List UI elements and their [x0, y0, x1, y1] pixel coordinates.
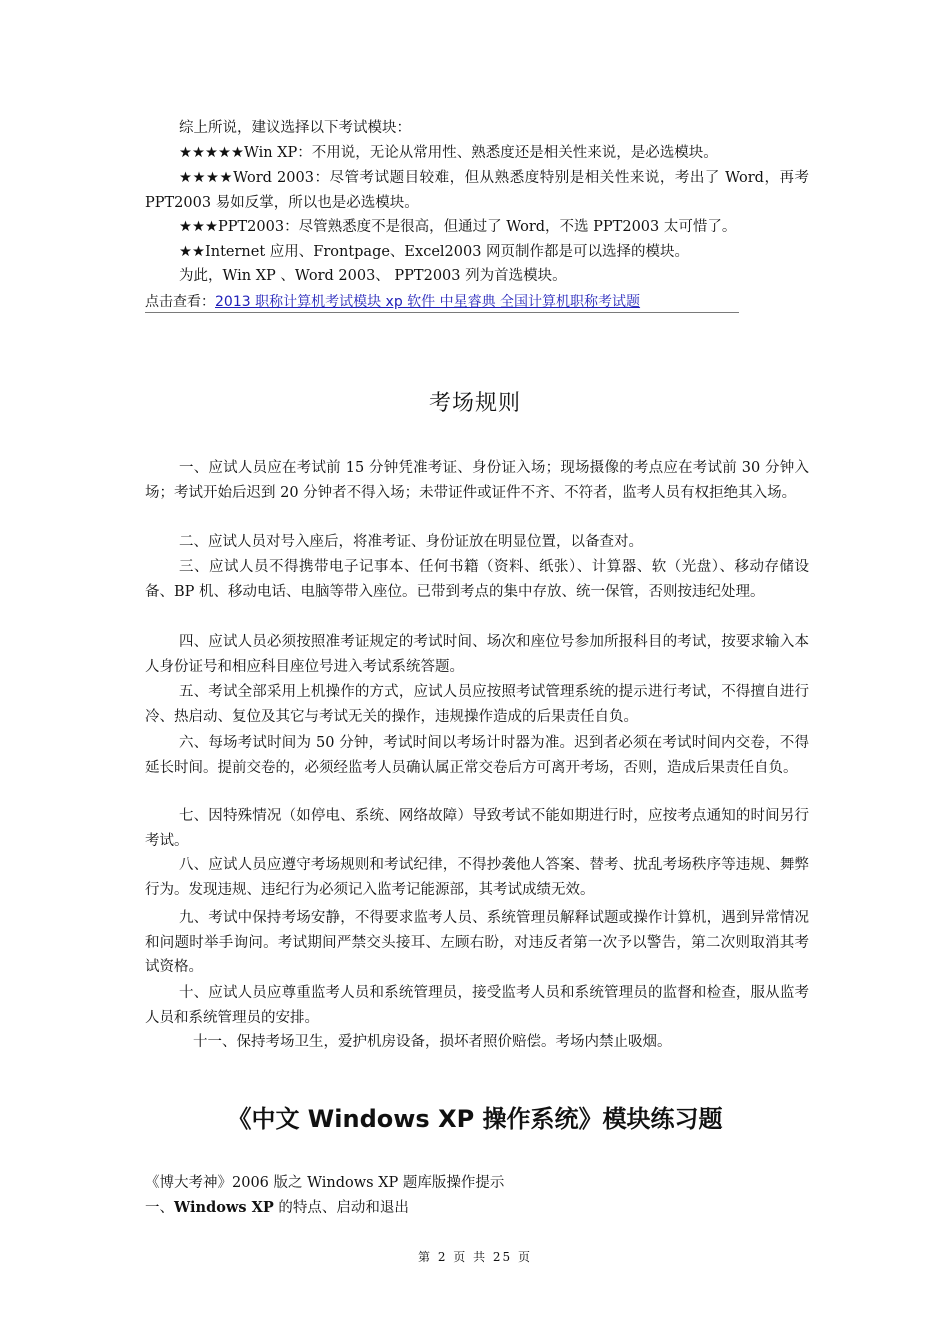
- rule-item-5: 五、考试全部采用上机操作的方式，应试人员应按照考试管理系统的提示进行考试，不得擅自进行冷、热启动、复位及其它与考试无关的操作，违规操作造成的后果责任自负。: [145, 684, 809, 725]
- summary-conclusion: 为此，Win XP 、Word 2003、 PPT2003 列为首选模块。: [179, 268, 567, 284]
- section-bold: Windows XP: [174, 1199, 274, 1216]
- link-prefix: 点击查看：: [145, 294, 215, 310]
- module-subtitle: 《博大考神》2006 版之 Windows XP 题库版操作提示: [145, 1175, 505, 1191]
- rule-item-11: 十一、保持考场卫生，爱护机房设备，损坏者照价赔偿。考场内禁止吸烟。: [193, 1034, 672, 1050]
- section-rest: 的特点、启动和退出: [273, 1200, 409, 1216]
- rule-item-7: 七、因特殊情况（如停电、系统、网络故障）导致考试不能如期进行时，应按考点通知的时间另行考试。: [145, 808, 809, 849]
- rule-item-4: 四、应试人员必须按照准考证规定的考试时间、场次和座位号参加所报科目的考试，按要求输入本人身份证号和相应科目座位号进入考试系统答题。: [145, 634, 809, 675]
- section-prefix: 一、: [145, 1200, 174, 1216]
- exam-module-link[interactable]: 2013 职称计算机考试模块 xp 软件 中星睿典 全国计算机职称考试题: [215, 294, 641, 310]
- rules-title: 考场规则: [428, 391, 521, 416]
- summary-winxp: ★★★★★Win XP：不用说，无论从常用性、熟悉度还是相关性来说，是必选模块。: [179, 145, 718, 161]
- summary-intro: 综上所说，建议选择以下考试模块：: [179, 120, 411, 136]
- rule-item-2: 二、应试人员对号入座后，将准考证、身份证放在明显位置，以备查对。: [179, 534, 643, 550]
- section-heading: [145, 1196, 809, 1221]
- rule-item-1: 一、应试人员应在考试前 15 分钟凭准考证、身份证入场；现场摄像的考点应在考试前 30 分钟入场；考试开始后迟到 20 分钟者不得入场；未带证件或证件不齐、不符者，监考人员有权拒绝其入场。: [145, 460, 809, 501]
- link-line: [145, 290, 809, 315]
- rule-item-10: 十、应试人员应尊重监考人员和系统管理员，接受监考人员和系统管理员的监督和检查，服从监考人员和系统管理员的安排。: [145, 985, 809, 1026]
- module-title: 《中文 Windows XP 操作系统》模块练习题: [227, 1105, 723, 1133]
- divider: [145, 312, 739, 313]
- rule-item-9: 九、考试中保持考场安静，不得要求监考人员、系统管理员解释试题或操作计算机，遇到异常情况和问题时举手询问。考试期间严禁交头接耳、左顾右盼，对违反者第一次予以警告，第二次则取消其考试资格。: [145, 910, 809, 975]
- summary-ppt: ★★★PPT2003：尽管熟悉度不是很高，但通过了 Word，不选 PPT2003 太可惜了。: [179, 219, 737, 235]
- summary-internet: ★★Internet 应用、Frontpage、Excel2003 网页制作都是可以选择的模块。: [179, 244, 690, 260]
- rule-item-6: 六、每场考试时间为 50 分钟，考试时间以考场计时器为准。迟到者必须在考试时间内交卷，不得延长时间。提前交卷的，必须经监考人员确认属正常交卷后方可离开考场，否则，造成后果责任自负。: [145, 735, 809, 776]
- page-footer: 第 2 页 共 25 页: [418, 1250, 532, 1264]
- summary-word: ★★★★Word 2003：尽管考试题目较难，但从熟悉度特别是相关性来说，考出了 Word，再考 PPT2003 易如反掌，所以也是必选模块。: [145, 170, 809, 211]
- rule-item-3: 三、应试人员不得携带电子记事本、任何书籍（资料、纸张）、计算器、软（光盘）、移动存储设备、BP 机、移动电话、电脑等带入座位。已带到考点的集中存放、统一保管，否则按违纪处理。: [145, 559, 809, 600]
- rule-item-8: 八、应试人员应遵守考场规则和考试纪律，不得抄袭他人答案、替考、扰乱考场秩序等违规、舞弊行为。发现违规、违纪行为必须记入监考记能源部，其考试成绩无效。: [145, 857, 809, 898]
